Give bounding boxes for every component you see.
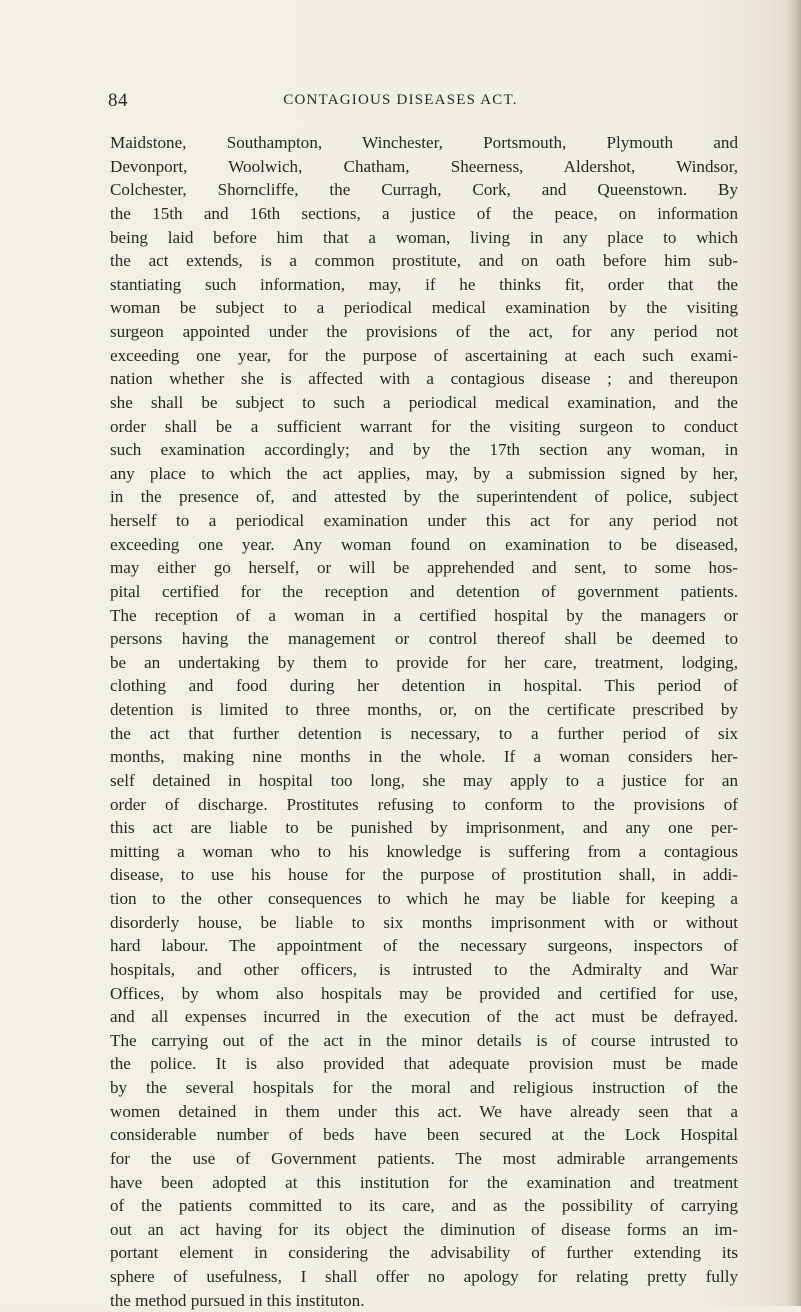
text-line: mitting a woman who to his knowledge is suffering from a contagious [110,841,738,861]
text-line: months, making nine months in the whole. If a woman considers her- [110,747,738,767]
text-line: surgeon appointed under the provisions of the act, for any period not [110,322,738,341]
text-line: disorderly house, be liable to six months imprisonment with or without [110,912,738,932]
text-line: detention is limited to three months, or, on the certificate prescribed by [110,700,738,719]
text-line: the 15th and 16th sections, a justice of the peace, on information [110,203,738,223]
text-line: hospitals, and other officers, is intrusted to the Admiralty and War [110,959,738,979]
text-line: nation whether she is affected with a contagious disease ; and thereupon [110,369,738,389]
text-line: for the use of Government patients. The most admirable arrangements [110,1148,738,1168]
text-line: Offices, by whom also hospitals may be provided and certified for use, [110,983,738,1003]
text-line: Maidstone, Southampton, Winchester, Portsmouth, Plymouth and [110,133,738,152]
text-line: clothing and food during her detention in hospital. This period of [110,676,738,696]
text-line: considerable number of beds have been secured at the Lock Hospital [110,1125,738,1145]
text-line: the act extends, is a common prostitute, and on oath before him sub- [110,251,738,271]
text-line: being laid before him that a woman, living in any place to which [110,227,738,247]
text-line: pital certified for the reception and detention of government patients. [110,581,738,601]
text-line: persons having the management or control thereof shall be deemed to [110,629,738,649]
text-line: in the presence of, and attested by the superintendent of police, subject [110,487,738,507]
text-line: order of discharge. Prostitutes refusing to conform to the provisions of [110,794,738,814]
page-number: 84 [108,90,128,111]
running-head: CONTAGIOUS DISEASES ACT. [283,92,518,108]
text-line: women detained in them under this act. We have already seen that a [110,1101,738,1121]
body-paragraph [110,131,738,1312]
text-line: and all expenses incurred in the execution of the act must be defrayed. [110,1007,738,1027]
text-line: herself to a periodical examination under this act for any period not [110,511,738,530]
text-line: of the patients committed to its care, and as the possibility of carrying [110,1196,738,1216]
text-line: woman be subject to a periodical medical examination by the visiting [110,298,738,318]
text-line: sphere of usefulness, I shall offer no apology for relating pretty fully [110,1267,738,1286]
text-line: the method pursued in this instituton. [110,1290,365,1310]
text-line: Devonport, Woolwich, Chatham, Sheerness, Aldershot, Windsor, [110,156,738,176]
text-line: order shall be a sufficient warrant for the visiting surgeon to conduct [110,416,738,436]
text-line: portant element in considering the advisability of further extending its [110,1243,738,1263]
text-line: The carrying out of the act in the minor details is of course intrusted to [110,1030,738,1050]
page-edge-shadow [787,0,801,1306]
text-line: have been adopted at this institution for the examination and treatment [110,1172,738,1192]
text-line: such examination accordingly; and by the 17th section any woman, in [110,440,738,460]
text-line: stantiating such information, may, if he thinks fit, order that the [110,274,738,294]
page-header [0,90,801,120]
text-line: The reception of a woman in a certified hospital by the managers or [110,605,738,625]
text-line: be an undertaking by them to provide for her care, treatment, lodging, [110,652,738,672]
text-line: exceeding one year. Any woman found on examination to be diseased, [110,534,738,554]
text-line: this act are liable to be punished by imprisonment, and any one per- [110,818,738,838]
text-line: may either go herself, or will be apprehended and sent, to some hos- [110,558,738,578]
text-line: exceeding one year, for the purpose of ascertaining at each such exami- [110,345,738,365]
text-line: self detained in hospital too long, she may apply to a justice for an [110,770,738,790]
text-line: tion to the other consequences to which he may be liable for keeping a [110,889,738,908]
text-line: disease, to use his house for the purpose of prostitution shall, in addi- [110,865,738,885]
text-line: the act that further detention is necessary, to a further period of six [110,723,738,743]
text-line: hard labour. The appointment of the necessary surgeons, inspectors of [110,936,738,956]
text-line: Colchester, Shorncliffe, the Curragh, Cork, and Queenstown. By [110,180,738,200]
text-line: by the several hospitals for the moral and religious instruction of the [110,1078,738,1097]
text-line: the police. It is also provided that adequate provision must be made [110,1054,738,1074]
text-line: out an act having for its object the diminution of disease forms an im- [110,1219,738,1239]
text-line: she shall be subject to such a periodical medical examination, and the [110,392,738,412]
text-line: any place to which the act applies, may, by a submission signed by her, [110,463,738,483]
